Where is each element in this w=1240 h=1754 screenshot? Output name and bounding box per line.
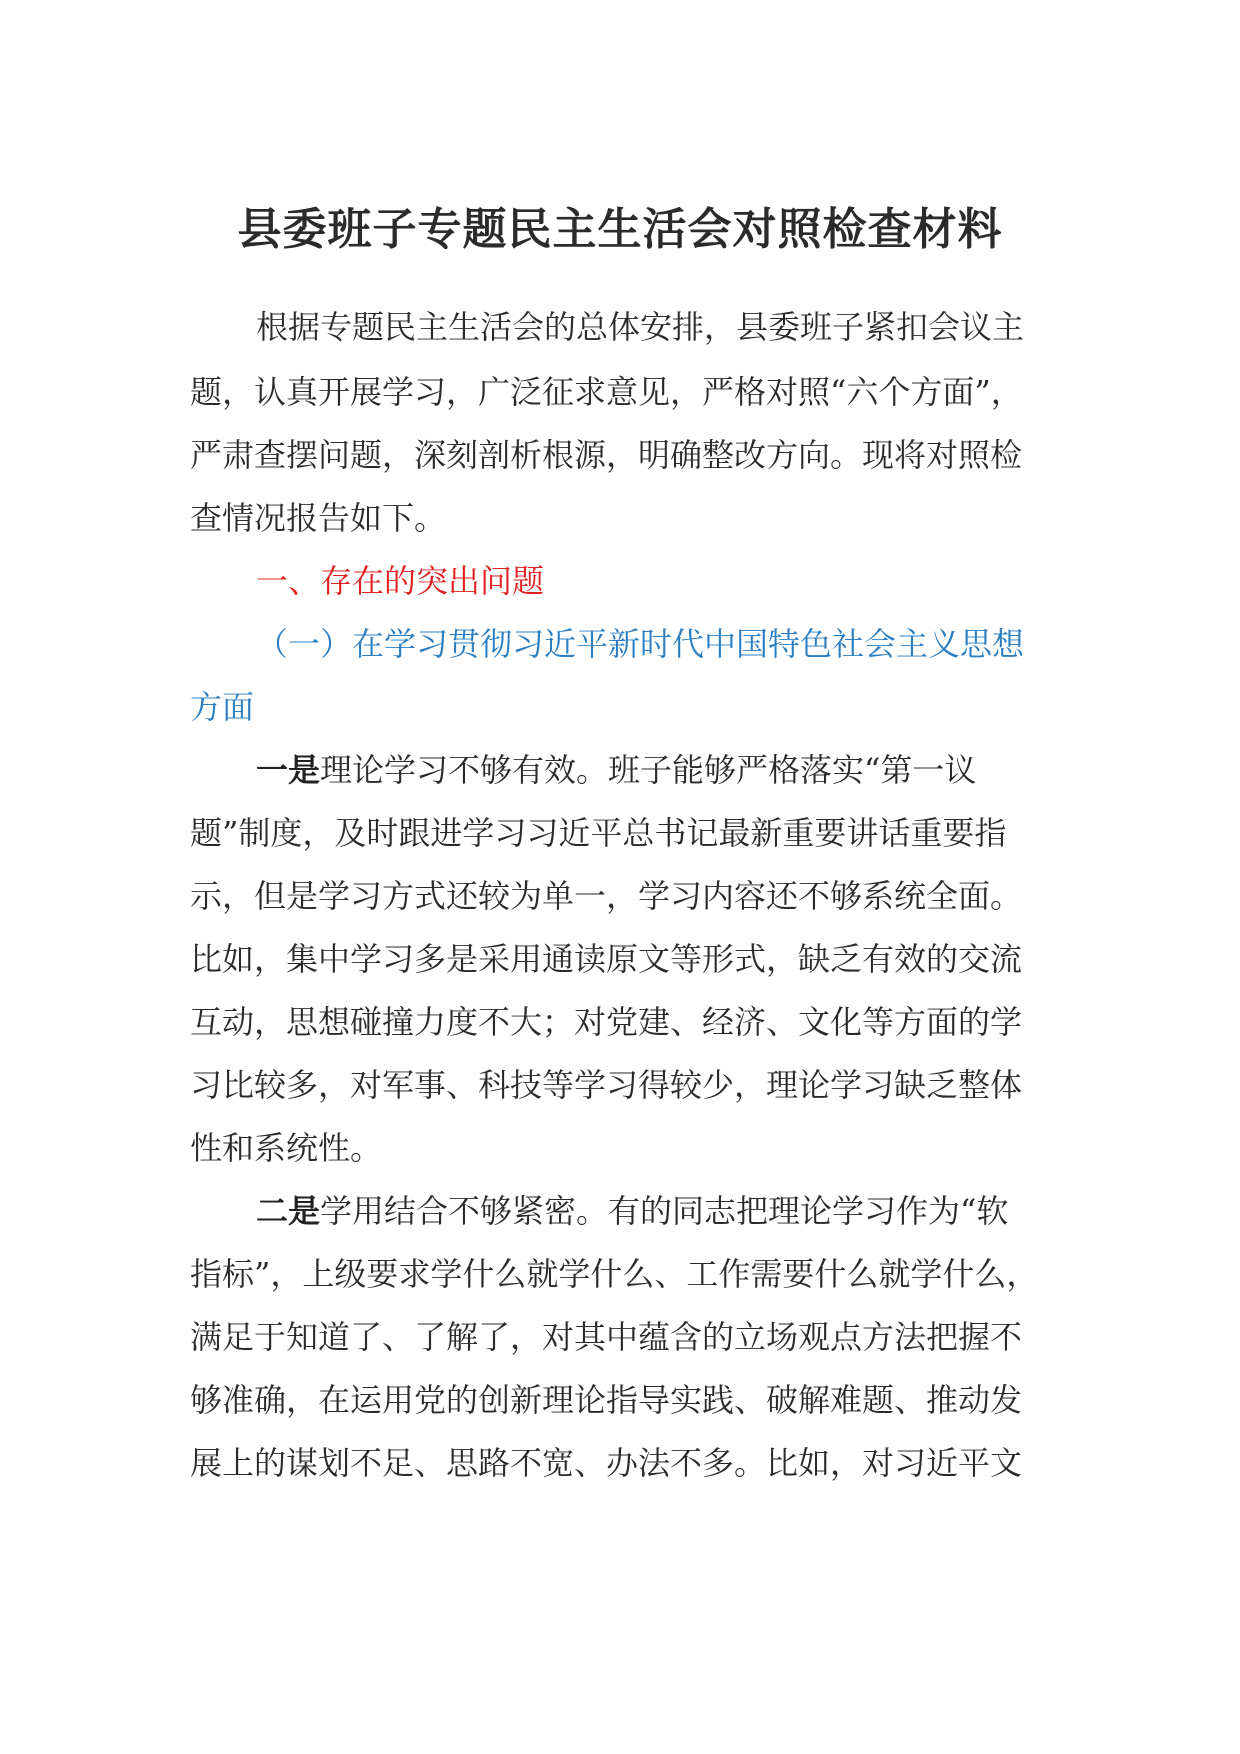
subsection-heading-line-2: 方面 bbox=[190, 688, 255, 726]
point-1-lead: 一是 bbox=[256, 751, 321, 789]
document-title: 县委班子专题民主生活会对照检查材料 bbox=[237, 204, 1003, 255]
point-1-line-6: 习比较多，对军事、科技等学习得较少，理论学习缺乏整体 bbox=[190, 1066, 1023, 1104]
intro-line-3: 严肃查摆问题，深刻剖析根源，明确整改方向。现将对照检 bbox=[190, 436, 1023, 474]
intro-line-1: 根据专题民主生活会的总体安排，县委班子紧扣会议主 bbox=[256, 308, 1025, 346]
section-heading: 一、存在的突出问题 bbox=[256, 562, 545, 600]
point-1-line-3: 示，但是学习方式还较为单一，学习内容还不够系统全面。 bbox=[190, 877, 1023, 915]
point-2-lead: 二是 bbox=[256, 1192, 321, 1230]
point-2-line-5: 展上的谋划不足、思路不宽、办法不多。比如，对习近平文 bbox=[190, 1444, 1023, 1482]
point-1-first-text: 理论学习不够有效。班子能够严格落实“第一议 bbox=[320, 751, 977, 789]
point-2-line-4: 够准确，在运用党的创新理论指导实践、破解难题、推动发 bbox=[190, 1381, 1023, 1419]
point-1-line-2: 题”制度，及时跟进学习习近平总书记最新重要讲话重要指 bbox=[190, 814, 1007, 852]
point-2-line-2: 指标”，上级要求学什么就学什么、工作需要什么就学什么， bbox=[190, 1255, 1039, 1293]
point-2-first-line bbox=[256, 1189, 1126, 1233]
subsection-heading-line-1: （一）在学习贯彻习近平新时代中国特色社会主义思想 bbox=[256, 625, 1025, 663]
point-1-first-line bbox=[256, 748, 1126, 792]
point-1-line-7: 性和系统性。 bbox=[190, 1129, 383, 1167]
point-1-line-5: 互动，思想碰撞力度不大；对党建、经济、文化等方面的学 bbox=[190, 1003, 1023, 1041]
intro-line-2: 题，认真开展学习，广泛征求意见，严格对照“六个方面”， bbox=[190, 373, 1023, 411]
intro-line-4: 查情况报告如下。 bbox=[190, 499, 447, 537]
point-2-first-text: 学用结合不够紧密。有的同志把理论学习作为“软 bbox=[320, 1192, 1009, 1230]
point-2-line-3: 满足于知道了、了解了，对其中蕴含的立场观点方法把握不 bbox=[190, 1318, 1023, 1356]
point-1-line-4: 比如，集中学习多是采用通读原文等形式，缺乏有效的交流 bbox=[190, 940, 1023, 978]
